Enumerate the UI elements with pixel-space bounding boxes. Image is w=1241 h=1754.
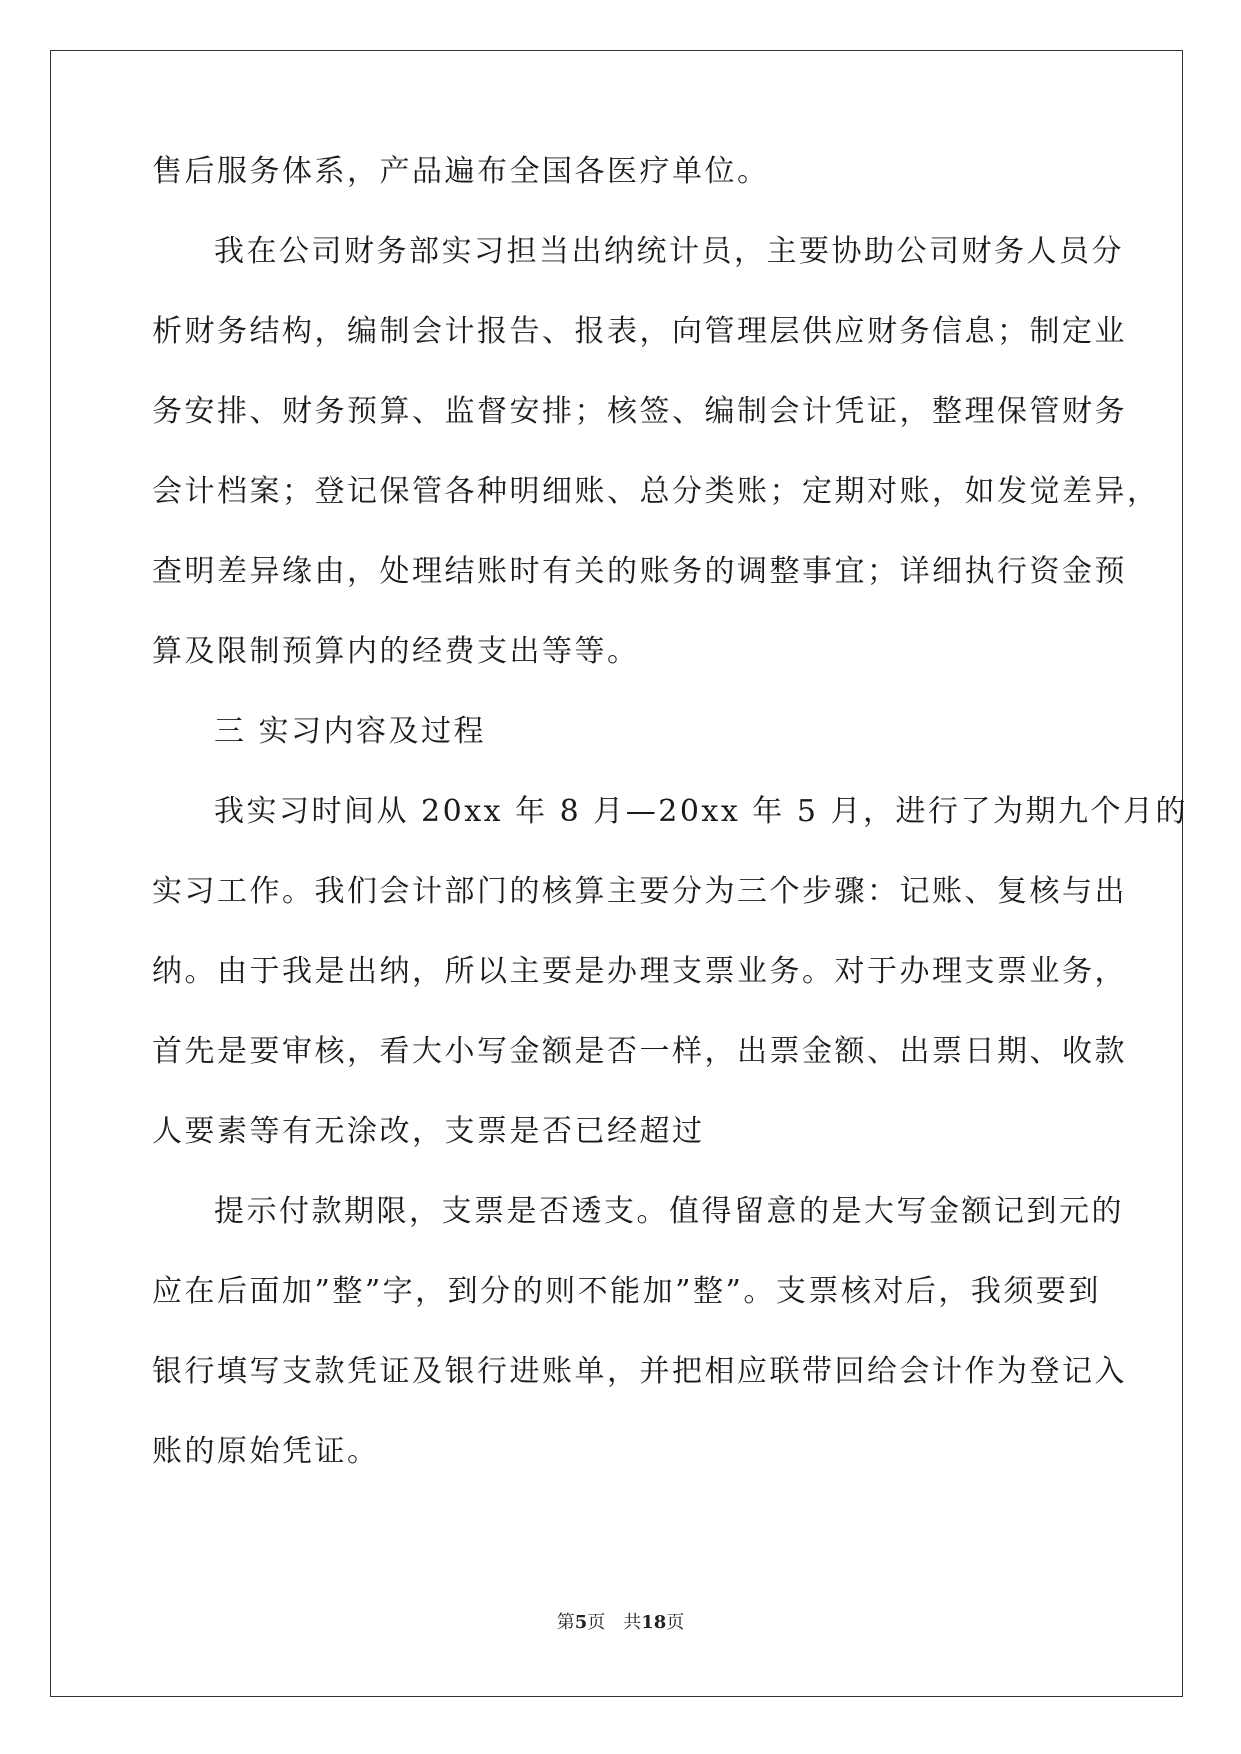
text-line: 应在后面加”整”字，到分的则不能加”整”。支票核对后，我须要到 — [152, 1274, 1101, 1309]
page-prefix: 第 — [556, 1612, 575, 1633]
text-line: 账的原始凭证。 — [152, 1434, 380, 1469]
text-line: 会计档案；登记保管各种明细账、总分类账；定期对账，如发觉差异， — [152, 474, 1160, 509]
text-line: 我在公司财务部实习担当出纳统计员，主要协助公司财务人员分 — [214, 234, 1124, 269]
total-prefix: 共 — [623, 1612, 642, 1633]
section-heading: 三 实习内容及过程 — [214, 714, 487, 749]
page-number: 5 — [574, 1612, 588, 1633]
total-pages: 18 — [641, 1612, 667, 1633]
text-line: 售后服务体系，产品遍布全国各医疗单位。 — [152, 154, 770, 189]
text-line: 实习工作。我们会计部门的核算主要分为三个步骤：记账、复核与出 — [152, 874, 1127, 909]
text-line: 银行填写支款凭证及银行进账单，并把相应联带回给会计作为登记入 — [152, 1354, 1127, 1389]
document-body — [152, 154, 1188, 1520]
total-suffix: 页 — [666, 1612, 685, 1633]
text-line: 首先是要审核，看大小写金额是否一样，出票金额、出票日期、收款 — [152, 1034, 1127, 1069]
text-line: 析财务结构，编制会计报告、报表，向管理层供应财务信息；制定业 — [152, 314, 1127, 349]
text-line: 算及限制预算内的经费支出等等。 — [152, 634, 640, 669]
text-line: 人要素等有无涂改，支票是否已经超过 — [152, 1114, 705, 1149]
page-suffix: 页 — [587, 1612, 606, 1633]
text-line: 纳。由于我是出纳，所以主要是办理支票业务。对于办理支票业务， — [152, 954, 1127, 989]
text-line: 提示付款期限，支票是否透支。值得留意的是大写金额记到元的 — [214, 1194, 1124, 1229]
page-footer — [0, 1613, 1241, 1633]
text-line: 查明差异缘由，处理结账时有关的账务的调整事宜；详细执行资金预 — [152, 554, 1127, 589]
text-line: 我实习时间从 20xx 年 8 月—20xx 年 5 月，进行了为期九个月的 — [214, 794, 1188, 829]
text-line: 务安排、财务预算、监督安排；核签、编制会计凭证，整理保管财务 — [152, 394, 1127, 429]
